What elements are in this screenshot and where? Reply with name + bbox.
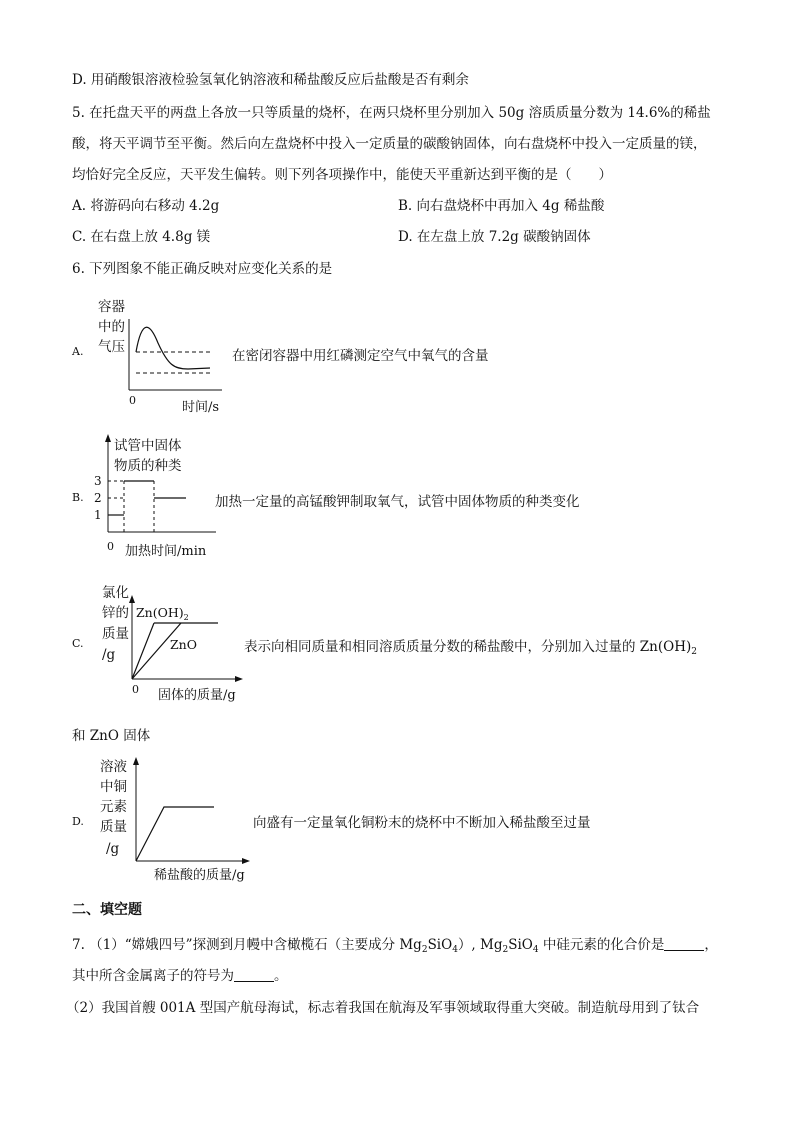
q6-b-tick-3: 3 (94, 474, 102, 488)
q6-c-ylabel-3: 质量 (102, 626, 129, 642)
q6-d-ylabel-1: 溶液 (100, 759, 127, 775)
q4-option-d: D. 用硝酸银溶液检验氢氧化钠溶液和稀盐酸反应后盐酸是否有剩余 (72, 72, 469, 88)
q6-d-ylabel-5: /g (106, 841, 120, 857)
q6-b-tick-1: 1 (94, 508, 102, 522)
q6-a-xlabel: 时间/s (182, 400, 220, 415)
q6-d-letter: D. (72, 815, 84, 828)
q5-stem-line2: 酸，将天平调节至平衡。然后向左盘烧杯中投入一定质量的碳酸钠固体，向右盘烧杯中投入一定质量的镁， (72, 136, 707, 152)
section-title-fill-in: 二、填空题 (72, 902, 142, 918)
q6-c-origin: 0 (132, 683, 139, 696)
q6-a-desc: 在密闭容器中用红磷测定空气中氧气的含量 (232, 348, 489, 364)
q6-b-letter: B. (72, 491, 84, 504)
q6-d-ylabel-4: 质量 (100, 819, 127, 835)
q5-option-a: A. 将游码向右移动 4.2g (72, 198, 220, 214)
q6-d-y-arrow (133, 757, 139, 765)
q6-d-copper-curve (136, 807, 214, 861)
q6-a-graph (92, 293, 242, 418)
q6-d-ylabel-3: 元素 (100, 799, 127, 815)
q6-c-desc-cont: 和 ZnO 固体 (72, 728, 151, 744)
q5-option-b: B. 向右盘烧杯中再加入 4g 稀盐酸 (398, 198, 605, 214)
q6-a-pressure-curve (136, 327, 210, 369)
q6-a-ylabel-2: 中的 (98, 319, 125, 335)
q6-c-label-zno: ZnO (170, 637, 197, 652)
q6-d-graph (96, 755, 256, 887)
q6-c-x-arrow (235, 676, 243, 682)
q6-d-x-arrow (242, 858, 250, 864)
q7-part1-line1: 7. （1）“嫦娥四号”探测到月幔中含橄榄石（主要成分 $Mg_2SiO_4$）, $Mg_2SiO_4$ 中硅元素的化合价是 ， (72, 937, 718, 955)
q6-d-desc: 向盛有一定量氧化铜粉末的烧杯中不断加入稀盐酸至过量 (253, 815, 591, 831)
q6-c-ylabel-4: /g (102, 647, 116, 663)
q7-answer-blank-2[interactable] (234, 969, 274, 982)
q7-answer-blank-1[interactable] (664, 938, 704, 951)
q6-b-graph (88, 432, 228, 562)
q6-d-xlabel: 稀盐酸的质量/g (154, 868, 245, 883)
q6-b-origin: 0 (107, 540, 114, 553)
q6-a-letter: A. (72, 345, 84, 358)
q6-b-ylabel-2: 物质的种类 (114, 458, 182, 474)
q6-a-ylabel-1: 容器 (98, 299, 125, 315)
q6-c-letter: C. (72, 637, 84, 650)
q5-stem-line1: 5. 在托盘天平的两盘上各放一只等质量的烧杯，在两只烧杯里分别加入 50g 溶质质量分数为 14.6%的稀盐 (72, 105, 711, 121)
q6-c-xlabel: 固体的质量/g (158, 688, 236, 703)
q6-c-znoh2-line (132, 623, 154, 679)
q7-part1-line2: 其中所含金属离子的符号为 。 (72, 968, 288, 984)
q6-b-ylabel-1: 试管中固体 (114, 438, 182, 454)
q6-stem: 6. 下列图象不能正确反映对应变化关系的是 (72, 261, 333, 277)
q6-b-xlabel: 加热时间/min (125, 544, 207, 559)
q6-b-y-arrow (105, 434, 111, 442)
q6-c-y-arrow (129, 595, 135, 603)
q6-a-ylabel-3: 气压 (98, 339, 125, 355)
q6-c-desc: 表示向相同质量和相同溶质质量分数的稀盐酸中，分别加入过量的 $Zn(OH)_2$ (244, 639, 697, 657)
q5-option-d: D. 在左盘上放 7.2g 碳酸钠固体 (398, 229, 591, 245)
q7-part2: （2）我国首艘 001A 型国产航母海试，标志着我国在航海及军事领域取得重大突破。制造航母用到了钛合 (66, 1000, 700, 1016)
q6-c-ylabel-2: 锌的 (102, 605, 129, 621)
q6-b-desc: 加热一定量的高锰酸钾制取氧气，试管中固体物质的种类变化 (215, 494, 580, 510)
q6-c-ylabel-1: 氯化 (102, 585, 129, 601)
q6-c-graph (96, 581, 246, 706)
q6-c-label-znoh2: $Zn(OH)_2$ (136, 605, 189, 622)
q5-stem-line3: 均恰好完全反应，天平发生偏转。则下列各项操作中，能使天平重新达到平衡的是（ ） (72, 167, 612, 183)
q6-b-tick-2: 2 (94, 491, 102, 505)
q5-option-c: C. 在右盘上放 4.8g 镁 (72, 229, 211, 245)
q6-a-origin: 0 (129, 394, 136, 407)
q6-d-ylabel-2: 中铜 (100, 779, 127, 795)
